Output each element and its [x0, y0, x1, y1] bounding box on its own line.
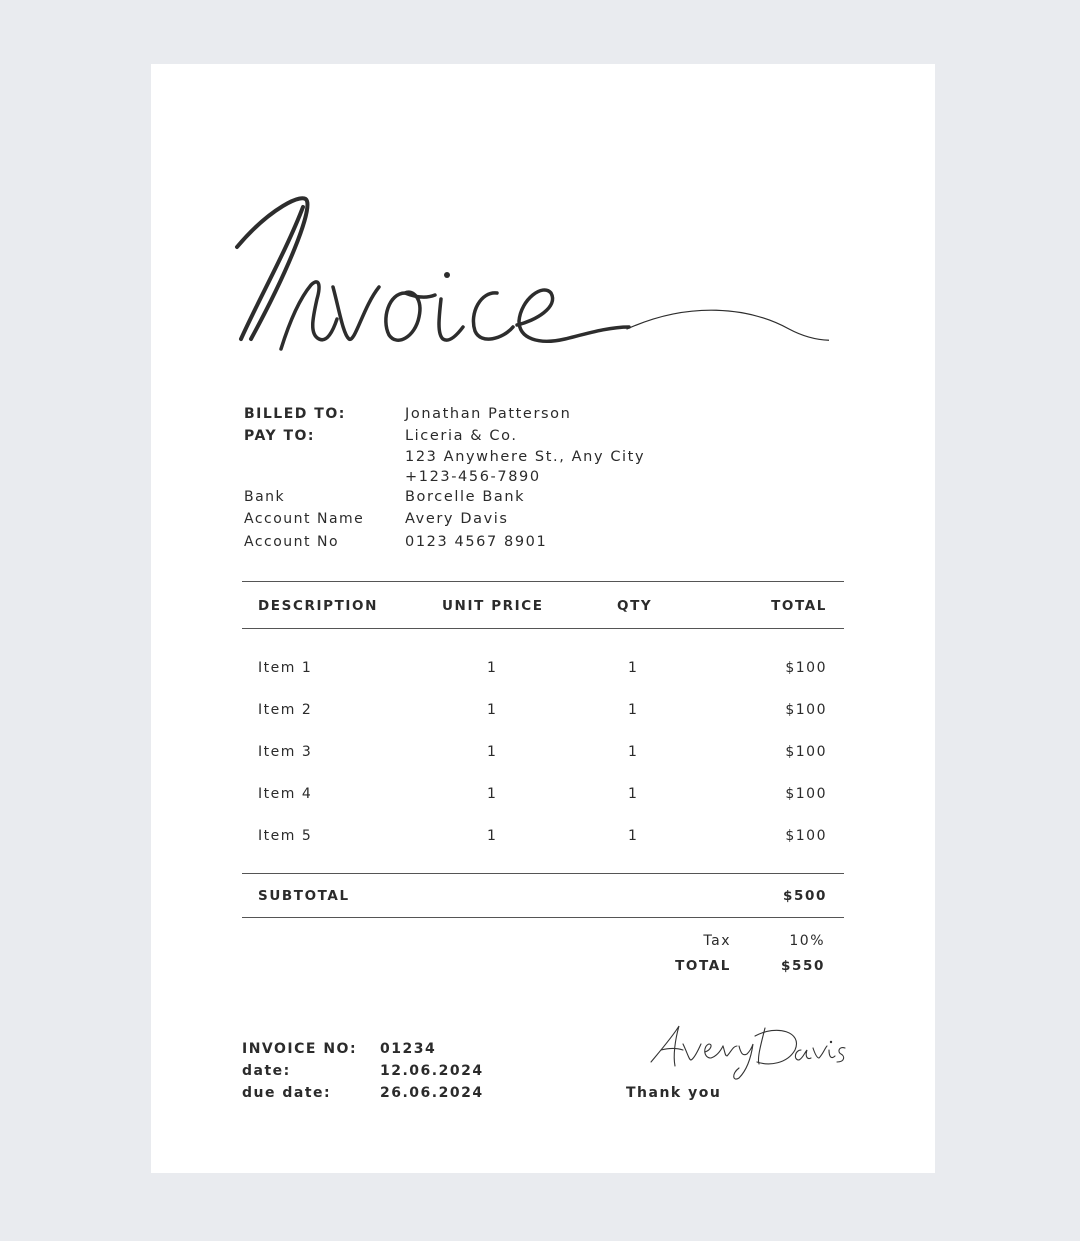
account-name-value: Avery Davis	[405, 511, 509, 527]
row-unit-price: 1	[487, 744, 498, 760]
row-qty: 1	[628, 660, 639, 676]
billed-to-label: BILLED TO:	[244, 406, 346, 422]
subtotal-value: $500	[783, 888, 827, 904]
pay-to-line: 123 Anywhere St., Any City	[405, 449, 646, 465]
header-qty: QTY	[617, 598, 653, 614]
row-unit-price: 1	[487, 828, 498, 844]
subtotal-top-divider	[242, 873, 844, 874]
row-unit-price: 1	[487, 702, 498, 718]
invoice-no-value: 01234	[380, 1041, 437, 1057]
table-row	[151, 744, 935, 768]
row-total: $100	[785, 786, 827, 802]
account-no-label: Account No	[244, 534, 340, 550]
row-description: Item 5	[258, 828, 313, 844]
row-total: $100	[785, 828, 827, 844]
header-unit-price: UNIT PRICE	[442, 598, 544, 614]
header-description: DESCRIPTION	[258, 598, 378, 614]
grand-total-value: $550	[781, 958, 825, 974]
row-qty: 1	[628, 828, 639, 844]
invoice-no-label: INVOICE NO:	[242, 1041, 358, 1057]
header-total: TOTAL	[771, 598, 827, 614]
row-qty: 1	[628, 702, 639, 718]
table-row	[151, 660, 935, 684]
signature	[647, 1022, 847, 1084]
pay-to-line: +123-456-7890	[405, 469, 541, 485]
pay-to-label: PAY TO:	[244, 428, 316, 444]
thank-you-text: Thank you	[626, 1085, 722, 1101]
subtotal-label: SUBTOTAL	[258, 888, 350, 904]
row-total: $100	[785, 660, 827, 676]
billed-to-value: Jonathan Patterson	[405, 406, 572, 422]
row-qty: 1	[628, 744, 639, 760]
table-row	[151, 786, 935, 810]
row-description: Item 1	[258, 660, 313, 676]
tax-label: Tax	[703, 933, 731, 949]
row-description: Item 3	[258, 744, 313, 760]
due-date-value: 26.06.2024	[380, 1085, 484, 1101]
due-date-label: due date:	[242, 1085, 332, 1101]
table-row	[151, 702, 935, 726]
tax-value: 10%	[789, 933, 825, 949]
account-no-value: 0123 4567 8901	[405, 534, 548, 550]
grand-total-label: TOTAL	[675, 958, 731, 974]
bank-label: Bank	[244, 489, 286, 505]
invoice-title-script	[229, 189, 829, 359]
table-top-divider	[242, 581, 844, 582]
row-unit-price: 1	[487, 660, 498, 676]
date-label: date:	[242, 1063, 291, 1079]
row-qty: 1	[628, 786, 639, 802]
date-value: 12.06.2024	[380, 1063, 484, 1079]
row-description: Item 4	[258, 786, 313, 802]
table-row	[151, 828, 935, 852]
bank-value: Borcelle Bank	[405, 489, 526, 505]
row-unit-price: 1	[487, 786, 498, 802]
row-total: $100	[785, 744, 827, 760]
row-total: $100	[785, 702, 827, 718]
table-header-divider	[242, 628, 844, 629]
account-name-label: Account Name	[244, 511, 365, 527]
pay-to-line: Liceria & Co.	[405, 428, 518, 444]
invoice-page	[151, 64, 935, 1173]
row-description: Item 2	[258, 702, 313, 718]
subtotal-bottom-divider	[242, 917, 844, 918]
